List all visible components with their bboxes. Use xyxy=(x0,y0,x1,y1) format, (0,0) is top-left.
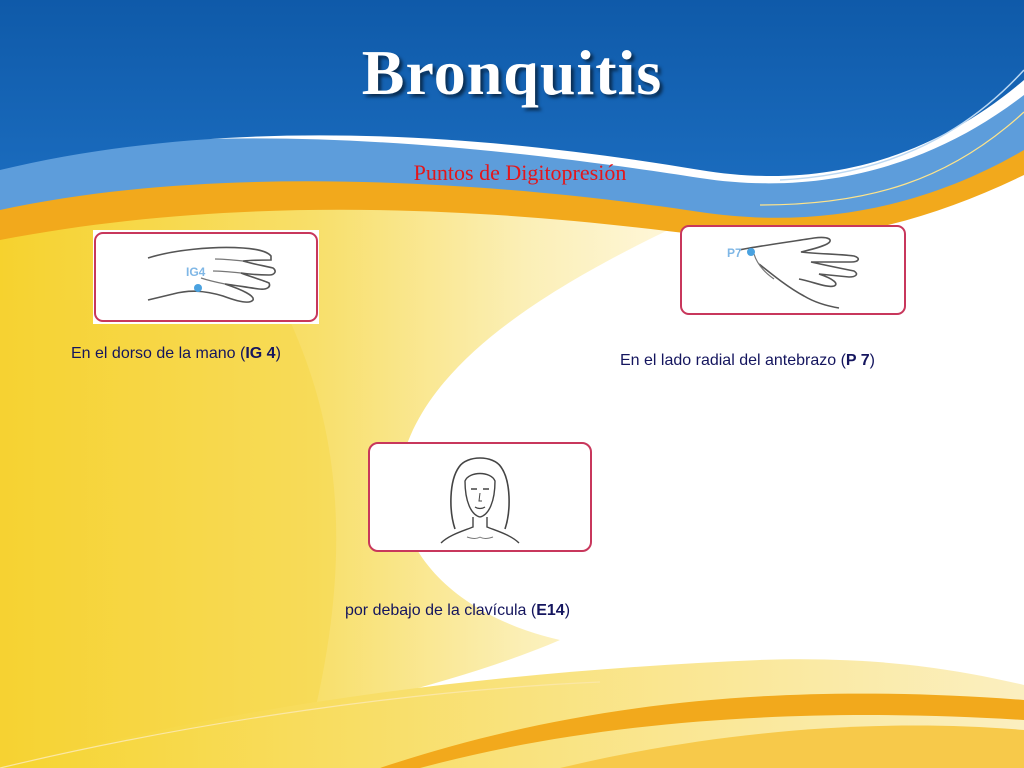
caption-p7 xyxy=(620,352,875,370)
caption-p7-close: ) xyxy=(869,352,875,369)
point-label-p7: P7 xyxy=(727,246,742,260)
point-card-p7 xyxy=(679,224,907,316)
caption-e14 xyxy=(345,602,570,620)
caption-e14-text: por debajo de la clavícula ( xyxy=(345,602,537,619)
point-card-e14 xyxy=(367,441,593,553)
caption-ig4 xyxy=(71,345,281,363)
caption-ig4-text: En el dorso de la mano ( xyxy=(71,345,246,362)
caption-e14-close: ) xyxy=(564,602,571,619)
slide-title: Bronquitis xyxy=(361,37,663,108)
face-portrait-icon xyxy=(367,441,593,553)
forearm-hands-icon xyxy=(679,224,907,316)
caption-ig4-close: ) xyxy=(275,345,281,362)
caption-ig4-code: IG 4 xyxy=(245,345,276,362)
caption-e14-code: E14 xyxy=(536,602,565,619)
point-card-ig4 xyxy=(93,230,319,324)
caption-p7-code: P 7 xyxy=(845,352,870,369)
caption-p7-text: En el lado radial del antebrazo ( xyxy=(620,352,846,369)
slide-subtitle: Puntos de Digitopresión xyxy=(413,160,627,185)
point-label-ig4: IG4 xyxy=(186,265,206,279)
hand-dorsum-icon xyxy=(93,230,319,324)
